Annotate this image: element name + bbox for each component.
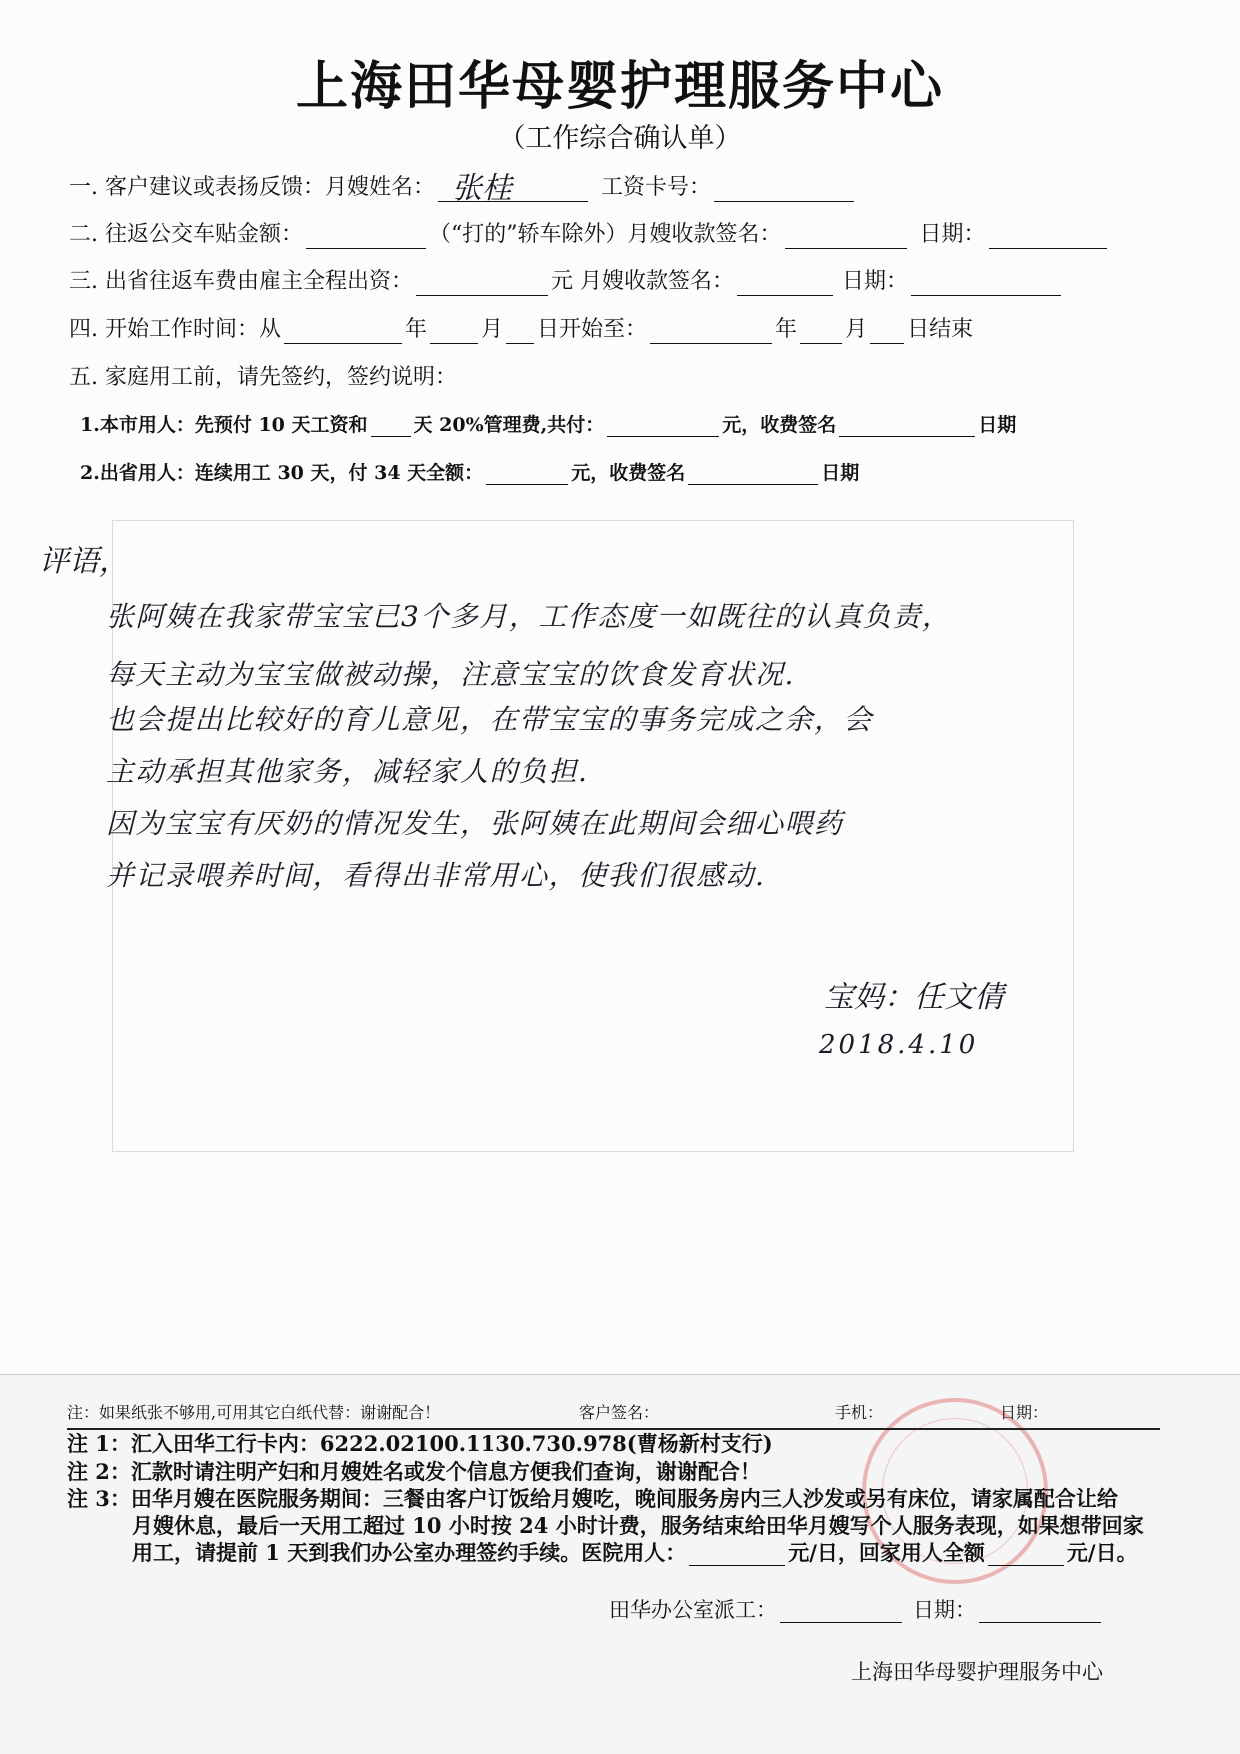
out-of-province-date-label: 日期 xyxy=(821,462,860,484)
work-period-label: 四. 开始工作时间：从 xyxy=(69,317,281,342)
note-hospital-service-cont xyxy=(132,1513,1144,1539)
dispatch-label: 田华办公室派工： xyxy=(609,1598,777,1622)
home-rate-blank xyxy=(988,1545,1064,1566)
travel-fare-label: 三. 出省往返车费由雇主全程出资： xyxy=(69,269,413,294)
note-3-line-3b: 元/日，回家用人全额 xyxy=(788,1540,985,1565)
taxi-excluded-label: （“打的”轿车除外）月嫂收款签名： xyxy=(429,222,782,247)
row-contract-note xyxy=(69,364,457,392)
end-month-label: 月 xyxy=(845,317,868,342)
bus-nanny-signature-blank xyxy=(785,224,907,249)
note-hospital-service-rates xyxy=(132,1540,1138,1566)
out-of-province-sign-label: 元，收费签名 xyxy=(571,462,686,484)
organization-name: 上海田华母婴护理服务中心 xyxy=(851,1660,1103,1684)
comment-line: 也会提出比较好的育儿意见，在带宝宝的事务完成之余，会 xyxy=(106,703,874,736)
customer-signature: 宝妈：任文倩 xyxy=(824,980,1004,1015)
note-remittance xyxy=(67,1459,761,1485)
dispatch-date-label: 日期： xyxy=(913,1598,976,1622)
bus-date-label: 日期： xyxy=(919,222,986,247)
office-dispatch-row xyxy=(609,1597,1104,1623)
note-3-line-3c: 元/日。 xyxy=(1066,1540,1138,1565)
footer-date-label: 日期： xyxy=(1000,1403,1049,1422)
travel-date-label: 日期： xyxy=(842,269,909,294)
row-work-period xyxy=(69,316,973,344)
customer-sign-label: 客户签名： xyxy=(579,1403,660,1422)
note-bank-account xyxy=(67,1431,773,1457)
nanny-name-field xyxy=(438,171,588,206)
salary-card-blank xyxy=(714,177,854,202)
bus-date-blank xyxy=(989,224,1107,249)
row-travel-fare xyxy=(69,268,1064,296)
row-local-employment xyxy=(80,413,1016,437)
start-day-label: 日开始至： xyxy=(537,317,648,342)
end-year-blank xyxy=(650,319,772,344)
local-total-blank xyxy=(607,416,719,437)
note-hospital-service xyxy=(67,1486,1118,1512)
note-3-line-2: 月嫂休息，最后一天用工超过 10 小时按 24 小时计费，服务结束给田华月嫂写个人服务表现，如果想带回家 xyxy=(132,1513,1144,1538)
divider xyxy=(67,1428,1160,1430)
out-of-province-amount-blank xyxy=(486,464,568,485)
end-year-label: 年 xyxy=(775,317,798,342)
salary-card-label: 工资卡号： xyxy=(601,175,712,200)
document-subtitle: （工作综合确认单） xyxy=(498,123,742,154)
note-2-text: 注 2：汇款时请注明产妇和月嫂姓名或发个信息方便我们查询，谢谢配合！ xyxy=(67,1459,761,1484)
end-month-blank xyxy=(800,319,842,344)
local-employment-label: 1.本市用人：先预付 10 天工资和 xyxy=(80,414,368,436)
local-fee-label: 天 20%管理费,共付： xyxy=(413,414,605,436)
comment-line: 主动承担其他家务，减轻家人的负担. xyxy=(106,755,589,788)
comment-label: 评语， xyxy=(39,544,129,579)
phone-label: 手机： xyxy=(835,1403,884,1422)
start-day-blank xyxy=(506,319,534,344)
paper-hint: 注：如果纸张不够用,可用其它白纸代替：谢谢配合！ xyxy=(67,1403,441,1422)
end-day-blank xyxy=(870,319,904,344)
comment-line: 每天主动为宝宝做被动操，注意宝宝的饮食发育状况. xyxy=(106,658,795,691)
local-sign-label: 元，收费签名 xyxy=(722,414,837,436)
comment-line: 张阿姨在我家带宝宝已3个多月，工作态度一如既往的认真负责， xyxy=(106,600,952,633)
row-feedback xyxy=(69,171,857,206)
bus-subsidy-label: 二. 往返公交车贴金额： xyxy=(69,222,303,247)
travel-fare-amount-blank xyxy=(416,271,548,296)
start-month-blank xyxy=(430,319,478,344)
dispatch-blank xyxy=(780,1602,902,1623)
feedback-label: 一. 客户建议或表扬反馈：月嫂姓名： xyxy=(69,175,435,200)
note-3-line-1: 注 3：田华月嫂在医院服务期间：三餐由客户订饭给月嫂吃，晚间服务房内三人沙发或另有床位，请家属配合让给 xyxy=(67,1486,1118,1511)
end-day-label: 日结束 xyxy=(907,317,974,342)
note-3-line-3a: 用工，请提前 1 天到我们办公室办理签约手续。医院用人： xyxy=(132,1540,687,1565)
bus-subsidy-amount-blank xyxy=(306,224,426,249)
document-title: 上海田华母婴护理服务中心 xyxy=(295,56,944,117)
start-month-label: 月 xyxy=(481,317,504,342)
travel-sign-label: 元 月嫂收款签名： xyxy=(551,269,734,294)
nanny-name-handwritten: 张桂 xyxy=(452,171,512,206)
local-signature-blank xyxy=(839,416,975,437)
hospital-rate-blank xyxy=(689,1545,785,1566)
comment-line: 因为宝宝有厌奶的情况发生，张阿姨在此期间会细心喂药 xyxy=(106,807,844,840)
out-of-province-signature-blank xyxy=(688,464,818,485)
out-of-province-label: 2.出省用人：连续用工 30 天，付 34 天全额： xyxy=(80,462,484,484)
dispatch-date-blank xyxy=(979,1602,1101,1623)
comment-line: 并记录喂养时间，看得出非常用心，使我们很感动. xyxy=(106,859,766,892)
signature-date: 2018.4.10 xyxy=(819,1030,979,1060)
start-year-blank xyxy=(284,319,402,344)
row-out-of-province xyxy=(80,461,859,485)
travel-date-blank xyxy=(911,271,1061,296)
local-date-label: 日期 xyxy=(978,414,1017,436)
note-1-text: 注 1：汇入田华工行卡内：6222.02100.1130.730.978(曹杨新村支行) xyxy=(67,1431,773,1456)
contract-note-label: 五. 家庭用工前，请先签约，签约说明： xyxy=(69,365,457,390)
start-year-label: 年 xyxy=(405,317,428,342)
travel-nanny-signature-blank xyxy=(737,271,833,296)
row-bus-subsidy xyxy=(69,221,1110,249)
local-fee-days-blank xyxy=(371,416,411,437)
